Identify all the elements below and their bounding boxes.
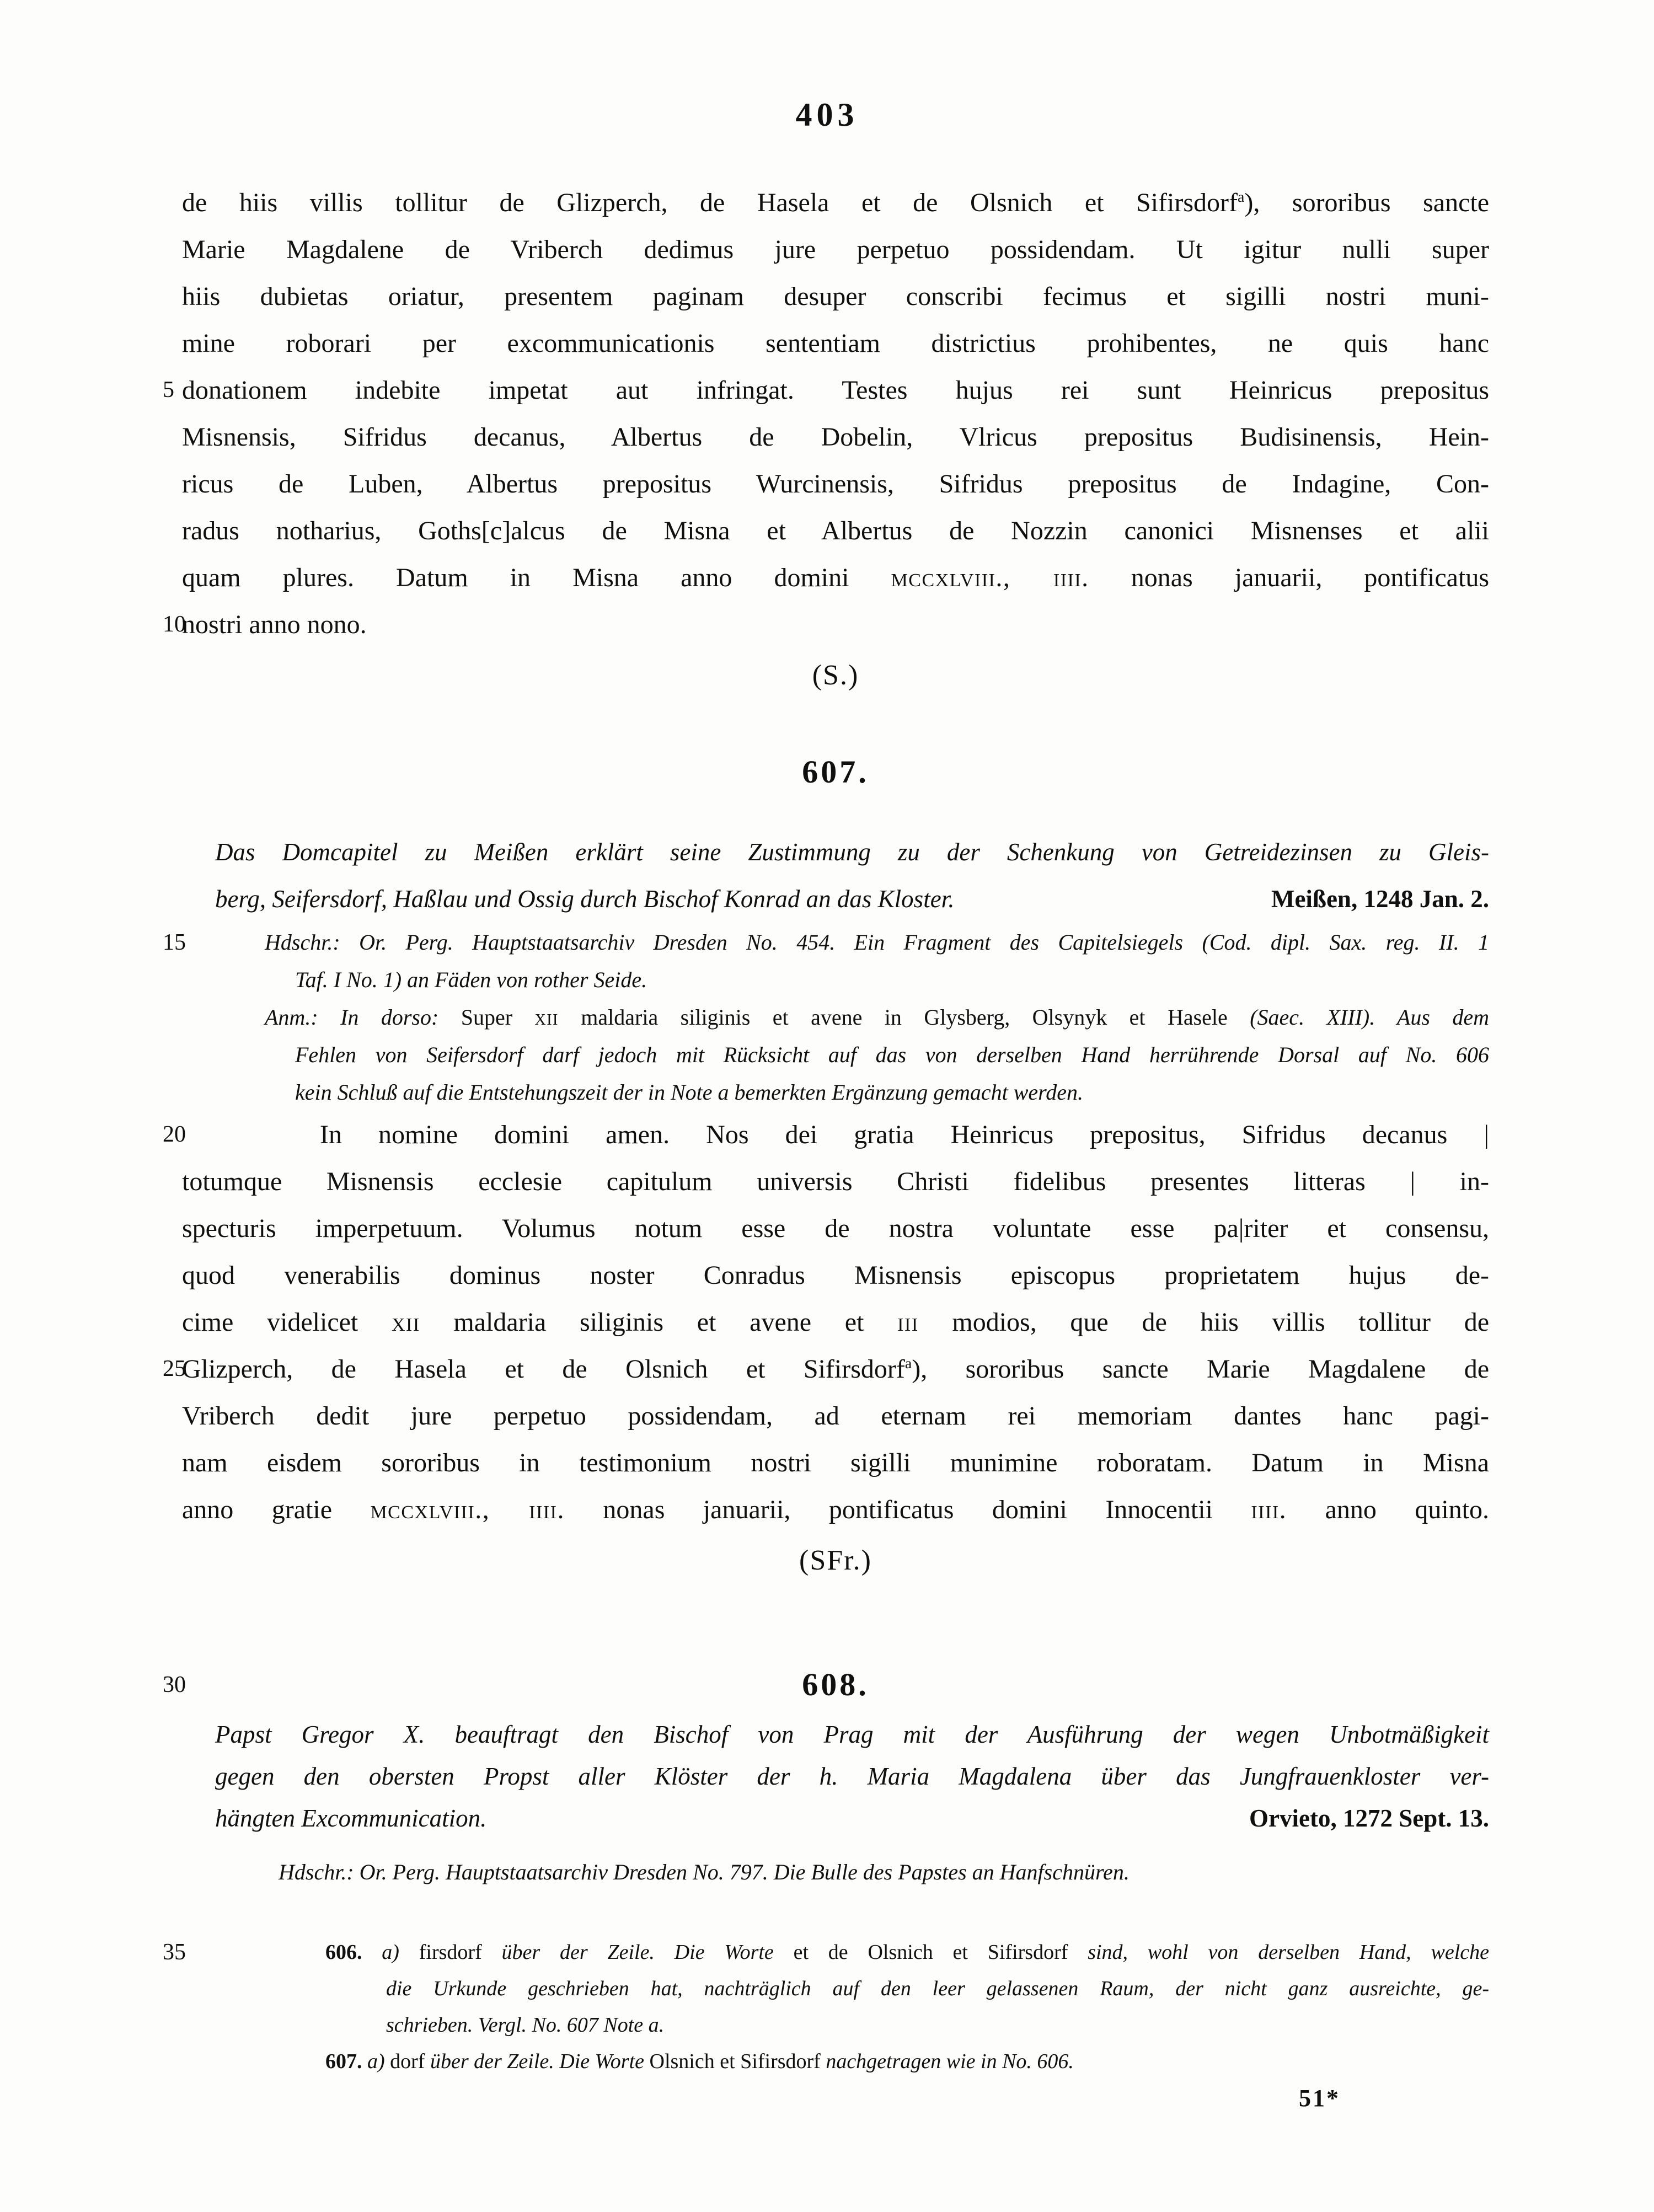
anm-line xyxy=(265,999,1489,1036)
text-segment: die Urkunde geschrieben hat, nachträglich auf den leer gelassenen Raum, der nicht ganz ausreichte, ge- xyxy=(386,1977,1489,2000)
charter-608-apparatus xyxy=(279,1853,1489,1892)
page-number: 403 xyxy=(795,97,859,133)
summary-line xyxy=(215,1797,1489,1839)
summary-line xyxy=(215,1755,1489,1797)
text-segment: donationem indebite impetat aut infringat. Testes hujus rei sunt Heinricus prepositus xyxy=(182,376,1489,405)
charter-607-number: 607. xyxy=(802,754,869,790)
text-segment: In nomine domini amen. Nos dei gratia Heinricus prepositus, Sifridus decanus | xyxy=(320,1120,1489,1149)
text-segment: über der Zeile. xyxy=(425,2050,560,2073)
charter-line xyxy=(182,460,1489,507)
text-segment: berg, Seifersdorf, Haßlau und Ossig durch Bischof Konrad an das Kloster. xyxy=(215,885,955,913)
text-segment: xii xyxy=(534,1005,559,1030)
margin-line-number: 5 xyxy=(163,377,174,403)
charter-607-apparatus xyxy=(163,924,1489,1111)
margin-line-number: 20 xyxy=(163,1122,186,1147)
text-segment: quam plures. Datum in Misna anno domini xyxy=(182,563,891,592)
text-segment: specturis imperpetuum. Volumus notum esse de nostra voluntate esse pa|riter et consensu, xyxy=(182,1214,1489,1243)
text-segment: mccxlviii., iiii. xyxy=(370,1495,565,1524)
charter-line xyxy=(182,414,1489,460)
charter-line xyxy=(182,1392,1489,1439)
text-segment: Vriberch dedit jure perpetuo possidendam, ad eternam rei memoriam dantes hanc pagi- xyxy=(182,1401,1489,1431)
text-segment: anno gratie xyxy=(182,1495,371,1524)
text-segment: a xyxy=(1238,189,1245,206)
seal-mark: (S.) xyxy=(812,660,859,691)
text-segment: nam eisdem sororibus in testimonium nostri sigilli munimine roboratam. Datum in Misna xyxy=(182,1448,1489,1477)
charter-608-number-text: 608. xyxy=(802,1667,869,1702)
charter-line xyxy=(182,1252,1489,1299)
text-segment: firsdorf xyxy=(419,1941,482,1964)
charter-607-date: Meißen, 1248 Jan. 2. xyxy=(1271,885,1489,913)
anm-line xyxy=(265,1074,1489,1111)
footnote-line xyxy=(325,2043,1489,2080)
text-segment: anno quinto. xyxy=(1287,1495,1489,1524)
charter-line xyxy=(163,1111,1489,1158)
text-segment: a xyxy=(904,1355,912,1372)
text-segment: Glizperch, de Hasela et de Olsnich et Sifirsdorf xyxy=(182,1354,905,1384)
text-segment: (Saec. XIII). Aus dem xyxy=(1250,1005,1489,1030)
text-segment: Taf. I No. 1) an Fäden von rother Seide. xyxy=(295,967,647,992)
text-segment: Fehlen von Seifersdorf darf jedoch mit Rücksicht auf das von derselben Hand herrührende Dorsal auf No. 606 xyxy=(295,1042,1489,1067)
summary-line xyxy=(215,876,1489,923)
summary-text xyxy=(215,876,954,923)
text-segment: dorf xyxy=(390,2050,425,2073)
text-segment: a) xyxy=(362,2050,390,2073)
text-segment: Die Worte xyxy=(674,1941,774,1964)
charter-608-number xyxy=(163,1660,1489,1710)
charter-line xyxy=(163,367,1489,414)
text-segment: nachgetragen wie in No. 606. xyxy=(826,2050,1074,2073)
charter-line xyxy=(182,554,1489,601)
summary-line xyxy=(215,829,1489,876)
text-segment: ), sororibus sancte xyxy=(1244,188,1490,217)
margin-line-number: 35 xyxy=(163,1940,186,1965)
hdschr-line xyxy=(163,924,1489,961)
text-segment: nostri anno nono. xyxy=(182,610,367,639)
text-segment: Die Worte xyxy=(559,2050,645,2073)
charter-608-date: Orvieto, 1272 Sept. 13. xyxy=(1249,1804,1489,1832)
text-segment: schrieben. Vergl. No. 607 Note a. xyxy=(386,2013,665,2037)
text-segment: maldaria siliginis et avene et xyxy=(420,1308,898,1337)
text-segment: et de Olsnich et Sifirsdorf xyxy=(773,1941,1088,1964)
summary-text xyxy=(215,1797,486,1839)
margin-line-number: 30 xyxy=(163,1672,186,1697)
charter-line xyxy=(182,1299,1489,1346)
text-segment: iii xyxy=(897,1308,919,1337)
text-segment: sind, wohl von derselben Hand, welche xyxy=(1088,1941,1489,1964)
footnote-line xyxy=(325,2007,1489,2043)
charter-line xyxy=(182,1158,1489,1205)
text-segment: Hdschr.: Or. Perg. Hauptstaatsarchiv Dresden No. 797. Die Bulle des Papstes an Hanfschnüren. xyxy=(279,1860,1130,1884)
text-segment: de hiis villis tollitur de Glizperch, de Hasela et de Olsnich et Sifirsdorf xyxy=(182,188,1238,217)
text-segment: Das Domcapitel zu Meißen erklärt seine Zustimmung zu der Schenkung von Getreidezinsen zu Gleis- xyxy=(215,838,1489,866)
text-segment: Papst Gregor X. beauftragt den Bischof von Prag mit der Ausführung der wegen Unbotmäßigkeit xyxy=(215,1721,1489,1748)
margin-line-number: 10 xyxy=(163,612,186,637)
text-segment: hängten Excommunication. xyxy=(215,1804,487,1832)
text-segment: mccxlviii., iiii. xyxy=(891,563,1089,592)
text-segment: 607. xyxy=(325,2050,362,2073)
text-segment: Hdschr.: Or. Perg. Hauptstaatsarchiv Dresden No. 454. Ein Fragment des Capitelsiegels (Cod. dipl. Sax. reg. II. 1 xyxy=(265,930,1489,955)
text-segment: cime videlicet xyxy=(182,1308,392,1337)
hdschr-line xyxy=(279,1853,1489,1892)
footnote-line xyxy=(163,1934,1489,1970)
text-segment: kein Schluß auf die Entstehungszeit der in Note a bemerkten Ergänzung gemacht werden. xyxy=(295,1080,1083,1105)
text-segment: quod venerabilis dominus noster Conradus Misnensis episcopus proprietatem hujus de- xyxy=(182,1261,1489,1290)
anm-line xyxy=(265,1036,1489,1074)
text-segment: modios, que de hiis villis tollitur de xyxy=(918,1308,1489,1337)
summary-line xyxy=(215,1713,1489,1755)
text-segment: Anm.: In dorso: xyxy=(265,1005,461,1030)
hdschr-line xyxy=(265,961,1489,999)
charter-607-text xyxy=(163,1111,1489,1586)
text-segment: Marie Magdalene de Vriberch dedimus jure perpetuo possidendam. Ut igitur nulli super xyxy=(182,235,1489,264)
charter-line xyxy=(182,1439,1489,1486)
text-segment: Misnensis, Sifridus decanus, Albertus de Dobelin, Vlricus prepositus Budisinensis, Hein- xyxy=(182,422,1489,452)
text-segment: Olsnich et Sifirsdorf xyxy=(644,2050,826,2073)
footnote-line xyxy=(325,1970,1489,2007)
seal-mark: (SFr.) xyxy=(799,1545,872,1576)
text-segment: mine roborari per excommunicationis sententiam districtius prohibentes, ne quis hanc xyxy=(182,329,1489,358)
text-segment: totumque Misnensis ecclesie capitulum universis Christi fidelibus presentes litteras | in- xyxy=(182,1167,1489,1196)
footnotes xyxy=(163,1934,1489,2114)
text-segment: ), sororibus sancte Marie Magdalene de xyxy=(912,1354,1489,1384)
charter-line xyxy=(182,179,1489,226)
text-segment: iiii. xyxy=(1251,1495,1287,1524)
charter-line xyxy=(182,1205,1489,1252)
text-segment: xii xyxy=(391,1308,420,1337)
charter-line xyxy=(182,320,1489,367)
text-segment: hiis dubietas oriatur, presentem paginam desuper conscribi fecimus et sigilli nostri muni- xyxy=(182,282,1489,311)
charter-606-text-end xyxy=(163,179,1490,700)
text-segment: radus notharius, Goths[c]alcus de Misna et Albertus de Nozzin canonici Misnenses et alii xyxy=(182,516,1489,545)
charter-line xyxy=(182,507,1489,554)
text-segment: Super xyxy=(461,1005,535,1030)
text-segment: nonas januarii, pontificatus xyxy=(1089,563,1489,592)
text-segment: maldaria siliginis et avene in Glysberg, Olsynyk et Hasele xyxy=(558,1005,1250,1030)
text-segment: gegen den obersten Propst aller Klöster der h. Maria Magdalena über das Jungfrauenkloster ver- xyxy=(215,1763,1489,1790)
charter-line xyxy=(182,226,1489,273)
charter-line xyxy=(182,273,1489,320)
page-content xyxy=(163,0,1490,2114)
text-segment: über der Zeile. xyxy=(481,1941,675,1964)
margin-line-number: 15 xyxy=(163,930,186,955)
printers-mark: 51* xyxy=(1299,2085,1340,2112)
charter-line xyxy=(163,1346,1489,1392)
text-segment: ricus de Luben, Albertus prepositus Wurcinensis, Sifridus prepositus de Indagine, Con- xyxy=(182,469,1489,499)
charter-608-summary xyxy=(215,1713,1489,1839)
text-segment: a) xyxy=(362,1941,419,1964)
charter-line xyxy=(182,1486,1489,1533)
charter-607-summary xyxy=(215,829,1489,923)
charter-line xyxy=(163,601,1489,648)
text-segment: 606. xyxy=(325,1941,362,1964)
text-segment: nonas januarii, pontificatus domini Innocentii xyxy=(564,1495,1251,1524)
margin-line-number: 25 xyxy=(163,1356,186,1381)
